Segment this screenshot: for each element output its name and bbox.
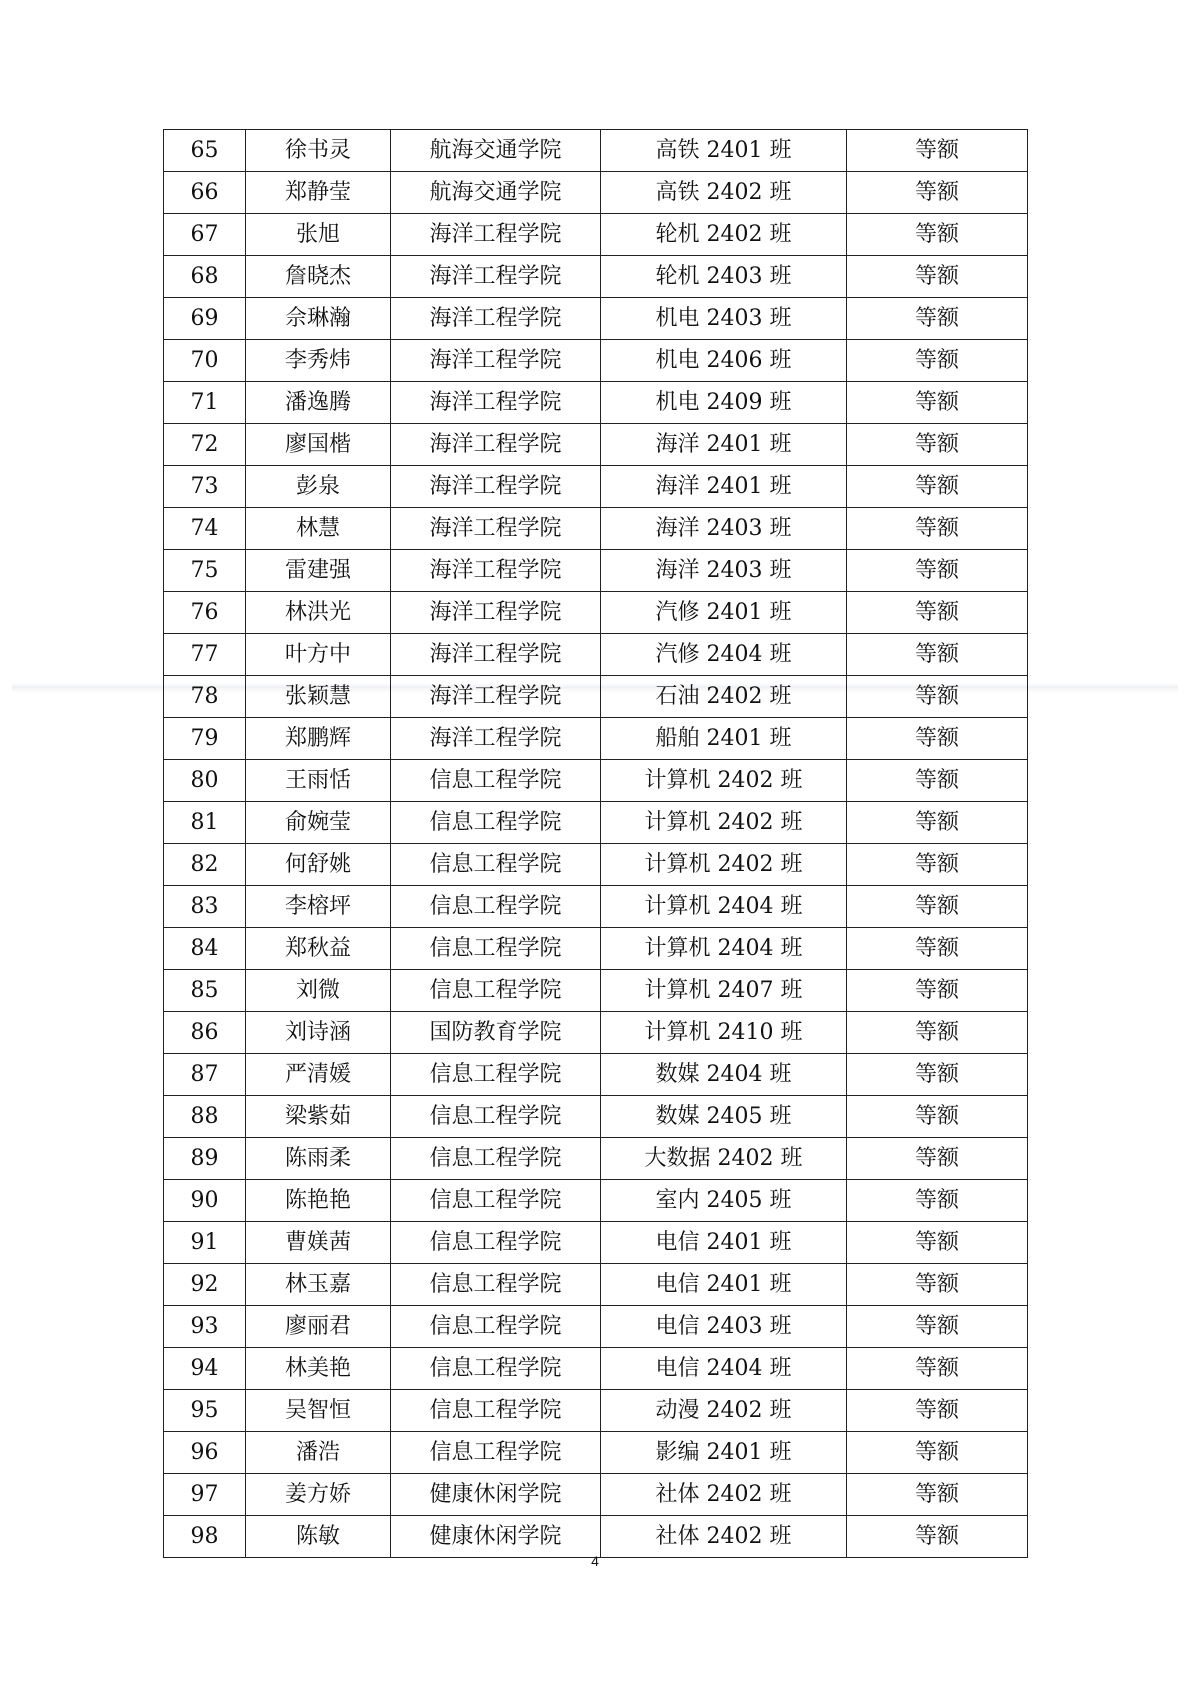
college-cell: 国防教育学院 <box>391 1012 601 1054</box>
college-cell: 海洋工程学院 <box>391 424 601 466</box>
election-type-cell: 等额 <box>847 340 1028 382</box>
class-cell: 计算机 2407 班 <box>601 970 847 1012</box>
table-row <box>164 928 1028 970</box>
election-type-cell: 等额 <box>847 424 1028 466</box>
college-cell: 信息工程学院 <box>391 1348 601 1390</box>
student-name-cell: 陈雨柔 <box>246 1138 391 1180</box>
college-cell: 健康休闲学院 <box>391 1474 601 1516</box>
table-row <box>164 550 1028 592</box>
election-type-cell: 等额 <box>847 1054 1028 1096</box>
election-type-cell: 等额 <box>847 1432 1028 1474</box>
college-cell: 信息工程学院 <box>391 802 601 844</box>
election-type-cell: 等额 <box>847 382 1028 424</box>
election-type-cell: 等额 <box>847 1222 1028 1264</box>
election-type-cell: 等额 <box>847 1306 1028 1348</box>
class-cell: 计算机 2402 班 <box>601 844 847 886</box>
class-cell: 海洋 2403 班 <box>601 550 847 592</box>
election-type-cell: 等额 <box>847 592 1028 634</box>
roster-table <box>163 129 1028 1558</box>
table-row <box>164 886 1028 928</box>
election-type-cell: 等额 <box>847 1012 1028 1054</box>
row-number-cell: 91 <box>164 1222 246 1264</box>
class-cell: 计算机 2404 班 <box>601 928 847 970</box>
row-number-cell: 82 <box>164 844 246 886</box>
college-cell: 信息工程学院 <box>391 886 601 928</box>
college-cell: 信息工程学院 <box>391 844 601 886</box>
class-cell: 石油 2402 班 <box>601 676 847 718</box>
table-row <box>164 1432 1028 1474</box>
class-cell: 数媒 2404 班 <box>601 1054 847 1096</box>
row-number-cell: 83 <box>164 886 246 928</box>
college-cell: 健康休闲学院 <box>391 1516 601 1558</box>
student-name-cell: 严清媛 <box>246 1054 391 1096</box>
student-name-cell: 姜方娇 <box>246 1474 391 1516</box>
table-row <box>164 1222 1028 1264</box>
row-number-cell: 93 <box>164 1306 246 1348</box>
class-cell: 机电 2409 班 <box>601 382 847 424</box>
college-cell: 海洋工程学院 <box>391 298 601 340</box>
college-cell: 海洋工程学院 <box>391 676 601 718</box>
row-number-cell: 84 <box>164 928 246 970</box>
table-row <box>164 676 1028 718</box>
row-number-cell: 66 <box>164 172 246 214</box>
row-number-cell: 68 <box>164 256 246 298</box>
class-cell: 船舶 2401 班 <box>601 718 847 760</box>
table-row <box>164 130 1028 172</box>
student-name-cell: 曹媄茜 <box>246 1222 391 1264</box>
class-cell: 汽修 2404 班 <box>601 634 847 676</box>
table-row <box>164 256 1028 298</box>
election-type-cell: 等额 <box>847 634 1028 676</box>
election-type-cell: 等额 <box>847 1180 1028 1222</box>
student-name-cell: 林玉嘉 <box>246 1264 391 1306</box>
college-cell: 海洋工程学院 <box>391 634 601 676</box>
election-type-cell: 等额 <box>847 760 1028 802</box>
row-number-cell: 88 <box>164 1096 246 1138</box>
class-cell: 动漫 2402 班 <box>601 1390 847 1432</box>
row-number-cell: 77 <box>164 634 246 676</box>
row-number-cell: 69 <box>164 298 246 340</box>
row-number-cell: 73 <box>164 466 246 508</box>
college-cell: 信息工程学院 <box>391 1096 601 1138</box>
class-cell: 海洋 2403 班 <box>601 508 847 550</box>
college-cell: 信息工程学院 <box>391 1054 601 1096</box>
election-type-cell: 等额 <box>847 1264 1028 1306</box>
row-number-cell: 96 <box>164 1432 246 1474</box>
college-cell: 信息工程学院 <box>391 760 601 802</box>
college-cell: 信息工程学院 <box>391 928 601 970</box>
election-type-cell: 等额 <box>847 550 1028 592</box>
page-number: 4 <box>591 1553 599 1569</box>
row-number-cell: 74 <box>164 508 246 550</box>
class-cell: 电信 2401 班 <box>601 1222 847 1264</box>
table-row <box>164 718 1028 760</box>
student-name-cell: 刘诗涵 <box>246 1012 391 1054</box>
election-type-cell: 等额 <box>847 214 1028 256</box>
student-name-cell: 郑鹏辉 <box>246 718 391 760</box>
table-row <box>164 970 1028 1012</box>
election-type-cell: 等额 <box>847 130 1028 172</box>
student-name-cell: 徐书灵 <box>246 130 391 172</box>
student-name-cell: 林洪光 <box>246 592 391 634</box>
table-row <box>164 802 1028 844</box>
class-cell: 机电 2403 班 <box>601 298 847 340</box>
student-name-cell: 张旭 <box>246 214 391 256</box>
row-number-cell: 95 <box>164 1390 246 1432</box>
election-type-cell: 等额 <box>847 256 1028 298</box>
table-row <box>164 1348 1028 1390</box>
student-name-cell: 俞婉莹 <box>246 802 391 844</box>
student-name-cell: 何舒姚 <box>246 844 391 886</box>
election-type-cell: 等额 <box>847 928 1028 970</box>
college-cell: 海洋工程学院 <box>391 382 601 424</box>
college-cell: 信息工程学院 <box>391 970 601 1012</box>
roster-table-body <box>164 130 1028 1558</box>
class-cell: 计算机 2404 班 <box>601 886 847 928</box>
table-row <box>164 634 1028 676</box>
table-row <box>164 1516 1028 1558</box>
class-cell: 汽修 2401 班 <box>601 592 847 634</box>
row-number-cell: 65 <box>164 130 246 172</box>
class-cell: 电信 2404 班 <box>601 1348 847 1390</box>
college-cell: 信息工程学院 <box>391 1138 601 1180</box>
student-name-cell: 詹晓杰 <box>246 256 391 298</box>
college-cell: 海洋工程学院 <box>391 340 601 382</box>
row-number-cell: 81 <box>164 802 246 844</box>
class-cell: 影编 2401 班 <box>601 1432 847 1474</box>
class-cell: 海洋 2401 班 <box>601 466 847 508</box>
student-name-cell: 廖丽君 <box>246 1306 391 1348</box>
row-number-cell: 90 <box>164 1180 246 1222</box>
student-name-cell: 王雨恬 <box>246 760 391 802</box>
class-cell: 计算机 2402 班 <box>601 760 847 802</box>
class-cell: 室内 2405 班 <box>601 1180 847 1222</box>
row-number-cell: 86 <box>164 1012 246 1054</box>
election-type-cell: 等额 <box>847 718 1028 760</box>
college-cell: 信息工程学院 <box>391 1306 601 1348</box>
table-row <box>164 1474 1028 1516</box>
college-cell: 信息工程学院 <box>391 1390 601 1432</box>
election-type-cell: 等额 <box>847 508 1028 550</box>
table-row <box>164 298 1028 340</box>
table-row <box>164 508 1028 550</box>
student-name-cell: 张颖慧 <box>246 676 391 718</box>
table-row <box>164 382 1028 424</box>
college-cell: 海洋工程学院 <box>391 508 601 550</box>
college-cell: 海洋工程学院 <box>391 550 601 592</box>
class-cell: 轮机 2403 班 <box>601 256 847 298</box>
election-type-cell: 等额 <box>847 1138 1028 1180</box>
election-type-cell: 等额 <box>847 1348 1028 1390</box>
college-cell: 信息工程学院 <box>391 1432 601 1474</box>
class-cell: 社体 2402 班 <box>601 1516 847 1558</box>
college-cell: 航海交通学院 <box>391 172 601 214</box>
row-number-cell: 78 <box>164 676 246 718</box>
student-name-cell: 郑静莹 <box>246 172 391 214</box>
class-cell: 高铁 2401 班 <box>601 130 847 172</box>
student-name-cell: 李秀炜 <box>246 340 391 382</box>
college-cell: 信息工程学院 <box>391 1222 601 1264</box>
table-row <box>164 1306 1028 1348</box>
table-row <box>164 1096 1028 1138</box>
class-cell: 电信 2401 班 <box>601 1264 847 1306</box>
student-name-cell: 吴智恒 <box>246 1390 391 1432</box>
college-cell: 航海交通学院 <box>391 130 601 172</box>
student-name-cell: 廖国楷 <box>246 424 391 466</box>
college-cell: 信息工程学院 <box>391 1180 601 1222</box>
row-number-cell: 76 <box>164 592 246 634</box>
row-number-cell: 75 <box>164 550 246 592</box>
student-name-cell: 林美艳 <box>246 1348 391 1390</box>
student-name-cell: 雷建强 <box>246 550 391 592</box>
row-number-cell: 89 <box>164 1138 246 1180</box>
student-name-cell: 彭泉 <box>246 466 391 508</box>
student-name-cell: 李榕坪 <box>246 886 391 928</box>
class-cell: 轮机 2402 班 <box>601 214 847 256</box>
class-cell: 计算机 2410 班 <box>601 1012 847 1054</box>
class-cell: 社体 2402 班 <box>601 1474 847 1516</box>
table-row <box>164 214 1028 256</box>
student-name-cell: 梁紫茹 <box>246 1096 391 1138</box>
table-row <box>164 466 1028 508</box>
table-row <box>164 1264 1028 1306</box>
row-number-cell: 97 <box>164 1474 246 1516</box>
table-row <box>164 424 1028 466</box>
student-name-cell: 陈敏 <box>246 1516 391 1558</box>
election-type-cell: 等额 <box>847 970 1028 1012</box>
election-type-cell: 等额 <box>847 1390 1028 1432</box>
table-row <box>164 1054 1028 1096</box>
election-type-cell: 等额 <box>847 172 1028 214</box>
table-row <box>164 760 1028 802</box>
student-name-cell: 潘逸腾 <box>246 382 391 424</box>
college-cell: 信息工程学院 <box>391 1264 601 1306</box>
election-type-cell: 等额 <box>847 298 1028 340</box>
row-number-cell: 80 <box>164 760 246 802</box>
college-cell: 海洋工程学院 <box>391 214 601 256</box>
college-cell: 海洋工程学院 <box>391 718 601 760</box>
table-row <box>164 844 1028 886</box>
class-cell: 计算机 2402 班 <box>601 802 847 844</box>
table-row <box>164 1012 1028 1054</box>
table-row <box>164 340 1028 382</box>
election-type-cell: 等额 <box>847 1096 1028 1138</box>
table-row <box>164 1180 1028 1222</box>
table-row <box>164 172 1028 214</box>
student-name-cell: 陈艳艳 <box>246 1180 391 1222</box>
row-number-cell: 67 <box>164 214 246 256</box>
student-name-cell: 叶方中 <box>246 634 391 676</box>
election-type-cell: 等额 <box>847 886 1028 928</box>
college-cell: 海洋工程学院 <box>391 466 601 508</box>
row-number-cell: 79 <box>164 718 246 760</box>
election-type-cell: 等额 <box>847 1474 1028 1516</box>
row-number-cell: 71 <box>164 382 246 424</box>
election-type-cell: 等额 <box>847 1516 1028 1558</box>
row-number-cell: 85 <box>164 970 246 1012</box>
row-number-cell: 87 <box>164 1054 246 1096</box>
class-cell: 机电 2406 班 <box>601 340 847 382</box>
class-cell: 高铁 2402 班 <box>601 172 847 214</box>
table-row <box>164 1138 1028 1180</box>
student-name-cell: 林慧 <box>246 508 391 550</box>
election-type-cell: 等额 <box>847 676 1028 718</box>
class-cell: 海洋 2401 班 <box>601 424 847 466</box>
student-name-cell: 佘琳瀚 <box>246 298 391 340</box>
election-type-cell: 等额 <box>847 466 1028 508</box>
student-name-cell: 潘浩 <box>246 1432 391 1474</box>
election-type-cell: 等额 <box>847 802 1028 844</box>
row-number-cell: 92 <box>164 1264 246 1306</box>
row-number-cell: 94 <box>164 1348 246 1390</box>
class-cell: 电信 2403 班 <box>601 1306 847 1348</box>
student-name-cell: 郑秋益 <box>246 928 391 970</box>
class-cell: 大数据 2402 班 <box>601 1138 847 1180</box>
table-row <box>164 1390 1028 1432</box>
election-type-cell: 等额 <box>847 844 1028 886</box>
college-cell: 海洋工程学院 <box>391 256 601 298</box>
college-cell: 海洋工程学院 <box>391 592 601 634</box>
row-number-cell: 98 <box>164 1516 246 1558</box>
row-number-cell: 72 <box>164 424 246 466</box>
table-row <box>164 592 1028 634</box>
student-name-cell: 刘微 <box>246 970 391 1012</box>
class-cell: 数媒 2405 班 <box>601 1096 847 1138</box>
row-number-cell: 70 <box>164 340 246 382</box>
